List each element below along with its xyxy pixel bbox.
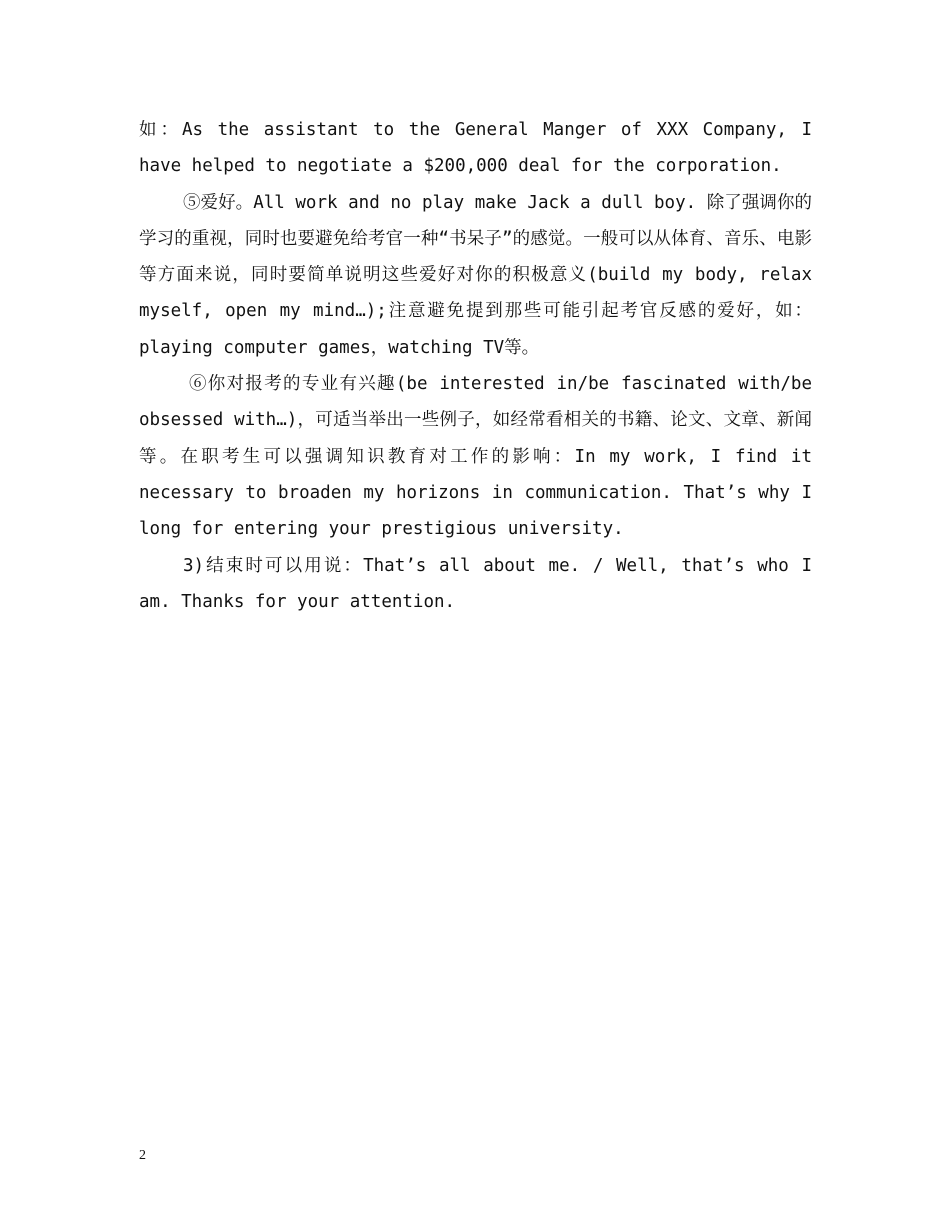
paragraph-major-interest: ⑥你对报考的专业有兴趣(be interested in/be fascinated with/be obsessed with…)，可适当举出一些例子，如经常看相关的书籍、论文、文章、新闻等。在职考生可以强调知识教育对工作的影响：In my work, I find it necessary to broaden my horizons in communication. That’s why I long for entering your prestigious university.: [139, 374, 812, 540]
document-body: [139, 112, 812, 620]
paragraph-closing: 3)结束时可以用说：That’s all about me. / Well, that’s who I am. Thanks for your attention.: [139, 555, 812, 612]
paragraph-hobby: ⑤爱好。All work and no play make Jack a dull boy. 除了强调你的学习的重视，同时也要避免给考官一种“书呆子”的感觉。一般可以从体育、音乐、电影等方面来说，同时要简单说明这些爱好对你的积极意义(build my body, relax myself, open my mind…);注意避免提到那些可能引起考官反感的爱好，如：playing computer games，watching TV等。: [139, 192, 812, 358]
paragraph-example: 如：As the assistant to the General Manger of XXX Company, I have helped to negotiate a $200,000 deal for the corporation.: [139, 120, 812, 177]
page-number: 2: [139, 1148, 146, 1163]
